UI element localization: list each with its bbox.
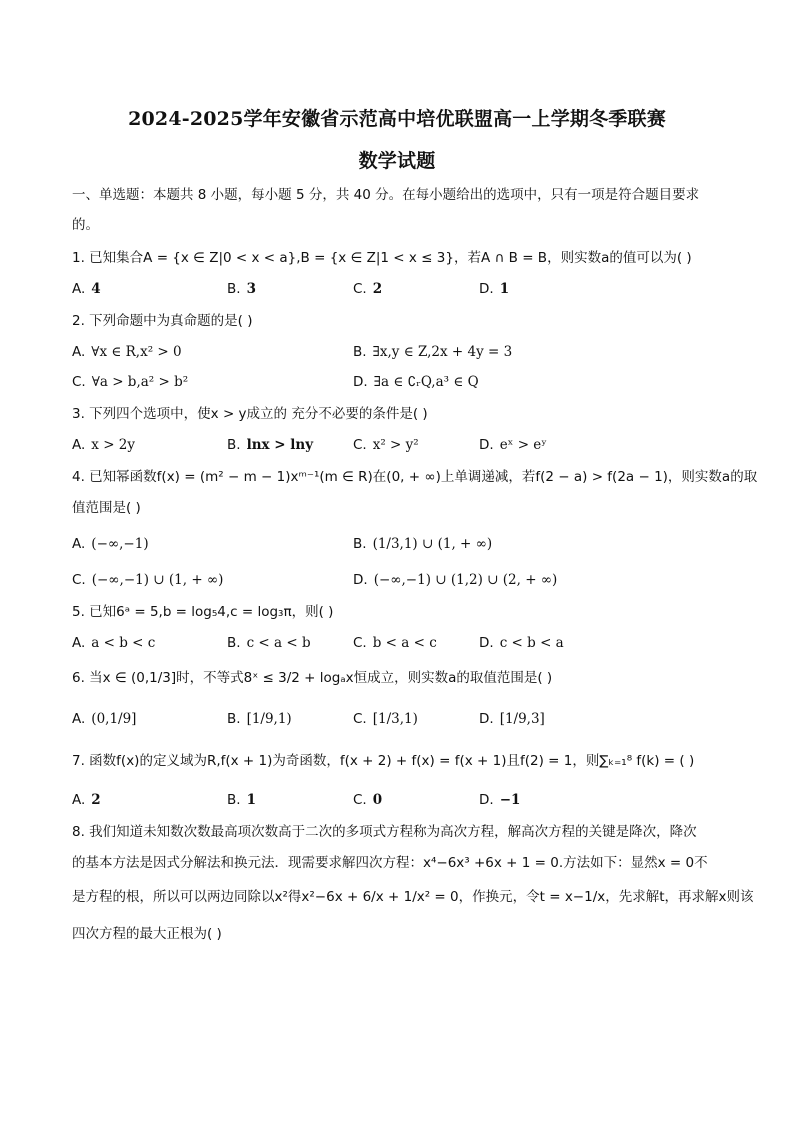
option-label: B. [227,792,241,808]
option-label: A. [72,711,86,727]
question-3-option-b [227,436,313,454]
option-label: C. [353,281,367,297]
option-label: C. [72,374,86,390]
question-4-option-a [72,535,149,553]
option-text: x > 2y [91,437,136,453]
question-1-option-b [227,280,256,298]
option-text: [1/9,1) [246,711,292,727]
question-3-option-a [72,436,135,454]
option-text: −1 [499,792,521,808]
option-text: [1/9,3] [499,711,545,727]
option-label: B. [353,536,367,552]
option-text: [1/3,1) [372,711,418,727]
question-3-option-c [353,436,419,454]
option-text: 3 [246,281,256,297]
question-8-stem-line-4: 四次方程的最大正根为( ) [72,926,222,942]
option-label: C. [353,437,367,453]
question-7-option-b [227,791,256,809]
section-instructions-line-1: 一、单选题：本题共 8 小题，每小题 5 分，共 40 分。在每小题给出的选项中，只有一项是符合题目要求 [72,187,700,203]
question-4-option-c [72,571,223,589]
question-8-stem-line-3: 是方程的根，所以可以两边同除以x²得x²−6x + 6/x + 1/x² = 0，作换元，令t = x−1/x，先求解t，再求解x则该 [72,889,754,905]
question-2-option-c [72,373,188,391]
option-text: eˣ > eʸ [499,437,547,453]
question-2-option-a [72,343,182,361]
option-text: ∀x ∈ R,x² > 0 [91,344,182,360]
question-4-option-b [353,535,492,553]
option-label: C. [353,635,367,651]
question-3-option-d [479,436,547,454]
page-title: 2024-2025学年安徽省示范高中培优联盟高一上学期冬季联赛 [128,108,666,130]
question-5-option-a [72,634,155,652]
option-label: D. [479,711,494,727]
option-text: c < a < b [246,635,311,651]
option-label: A. [72,281,86,297]
option-label: D. [479,792,494,808]
question-5-option-d [479,634,564,652]
option-text: (−∞,−1) [91,536,149,552]
option-text: (−∞,−1) ∪ (1,2) ∪ (2, + ∞) [373,572,558,588]
question-5-stem: 5. 已知6ᵃ = 5,b = log₅4,c = log₃π，则( ) [72,604,334,620]
option-label: B. [353,344,367,360]
option-label: A. [72,437,86,453]
option-text: a < b < c [91,635,156,651]
question-1-option-c [353,280,382,298]
option-text: (1/3,1) ∪ (1, + ∞) [372,536,493,552]
option-text: 2 [91,792,101,808]
option-text: x² > y² [372,437,419,453]
option-text: ∀a > b,a² > b² [91,374,189,390]
option-text: ∃x,y ∈ Z,2x + 4y = 3 [372,344,513,360]
question-6-option-d [479,710,545,728]
option-label: B. [227,437,241,453]
option-text: b < a < c [372,635,437,651]
option-label: B. [227,281,241,297]
option-text: 2 [372,281,383,297]
question-4-stem-line-2: 值范围是( ) [72,500,141,516]
question-8-stem-line-1: 8. 我们知道未知数次数最高项次数高于二次的多项式方程称为高次方程，解高次方程的关键是降次，降次 [72,824,697,840]
section-instructions-line-2: 的。 [72,217,99,233]
question-5-option-c [353,634,437,652]
question-4-option-d [353,571,557,589]
question-1-option-a [72,280,101,298]
option-label: C. [72,572,86,588]
option-label: A. [72,344,86,360]
question-8-stem-line-2: 的基本方法是因式分解法和换元法．现需要求解四次方程：x⁴−6x³ +6x + 1 = 0.方法如下：显然x = 0不 [72,855,708,871]
question-6-option-b [227,710,292,728]
option-text: (0,1/9] [91,711,137,727]
question-1-stem: 1. 已知集合A = {x ∈ Z|0 < x < a},B = {x ∈ Z|1 < x ≤ 3}，若A ∩ B = B，则实数a的值可以为( ) [72,250,692,266]
question-2-option-d [353,373,479,391]
option-label: C. [353,711,367,727]
option-label: D. [479,281,494,297]
option-label: A. [72,792,86,808]
option-text: 0 [372,792,383,808]
option-label: C. [353,792,367,808]
option-label: D. [479,437,494,453]
question-6-option-c [353,710,418,728]
question-7-stem: 7. 函数f(x)的定义域为R,f(x + 1)为奇函数，f(x + 2) + f(x) = f(x + 1)且f(2) = 1，则∑ₖ₌₁⁸ f(k) = ( ) [72,753,695,769]
option-text: 1 [499,281,510,297]
question-2-stem: 2. 下列命题中为真命题的是( ) [72,313,253,329]
question-5-option-b [227,634,311,652]
question-7-option-a [72,791,101,809]
question-2-option-b [353,343,512,361]
option-label: D. [479,635,494,651]
option-text: c < b < a [499,635,564,651]
question-7-option-c [353,791,382,809]
question-6-option-a [72,710,136,728]
option-text: 4 [91,281,101,297]
question-6-stem: 6. 当x ∈ (0,1/3]时，不等式8ˣ ≤ 3/2 + logₐx恒成立，则实数a的取值范围是( ) [72,670,553,686]
page-subtitle: 数学试题 [358,150,436,172]
option-text: 1 [246,792,256,808]
option-label: D. [353,374,368,390]
option-label: B. [227,635,241,651]
option-label: A. [72,536,86,552]
option-label: A. [72,635,86,651]
option-label: B. [227,711,241,727]
option-text: (−∞,−1) ∪ (1, + ∞) [91,572,224,588]
option-text: lnx > lny [246,437,314,453]
question-1-option-d [479,280,509,298]
question-4-stem-line-1: 4. 已知幂函数f(x) = (m² − m − 1)xᵐ⁻¹(m ∈ R)在(0, + ∞)上单调递减，若f(2 − a) > f(2a − 1)，则实数a的取 [72,469,758,485]
option-text: ∃a ∈ ∁ᵣQ,a³ ∈ Q [373,374,479,390]
question-3-stem: 3. 下列四个选项中，使x > y成立的 充分不必要的条件是( ) [72,406,428,422]
question-7-option-d [479,791,520,809]
option-label: D. [353,572,368,588]
